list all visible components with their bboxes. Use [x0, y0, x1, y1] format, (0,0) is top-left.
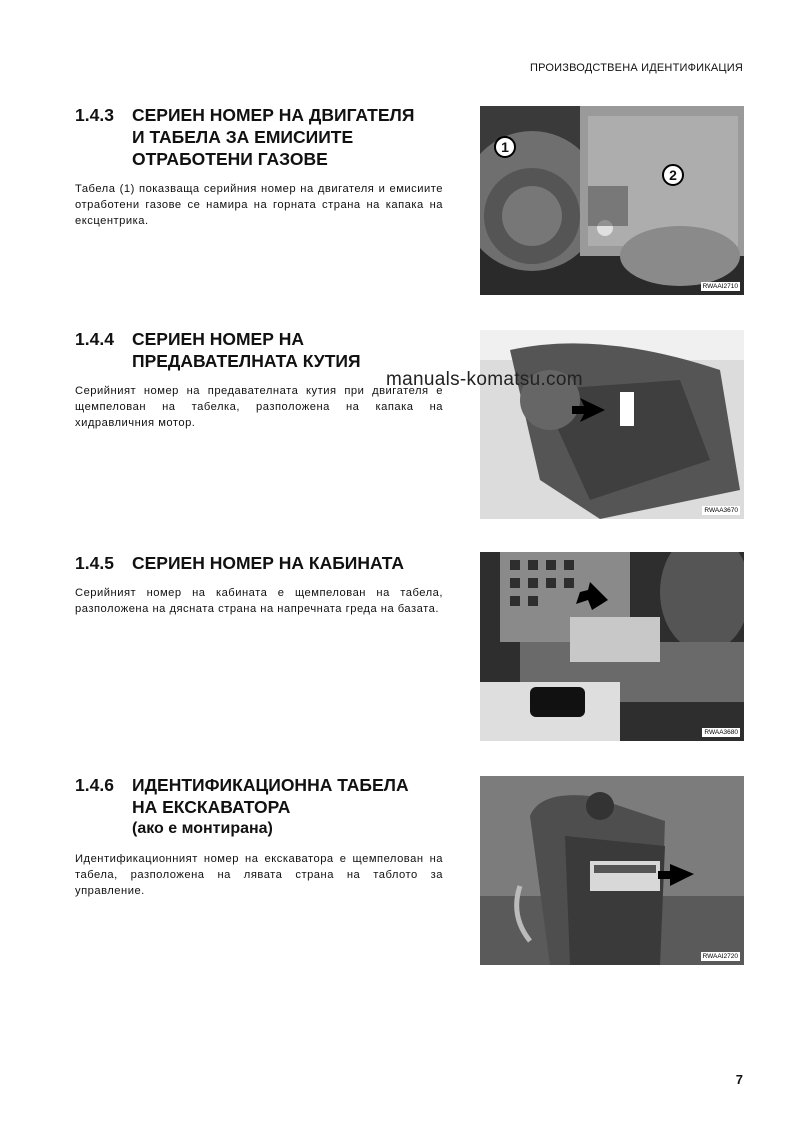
transmission-photo [480, 330, 744, 519]
image-code: RWAA3670 [704, 507, 738, 514]
engine-photo [480, 106, 744, 295]
section-title [75, 774, 443, 840]
title-line: ОТРАБОТЕНИ ГАЗОВЕ [132, 149, 328, 169]
image-code: RWAA3680 [704, 729, 738, 736]
section-body: Табела (1) показваща серийния номер на двигателя и емисиите отработени газове се намира на горната страна на капака на ексцентрика. [75, 183, 443, 227]
section-title [75, 104, 443, 170]
cabin-photo [480, 552, 744, 741]
section-body: Серийният номер на кабината е щемпелован на табела, разположена на дясната страна на напречната греда на базата. [75, 587, 443, 615]
section-excavator-plate [75, 774, 443, 899]
image-code: RWAAI2710 [702, 283, 738, 290]
watermark: manuals-komatsu.com [386, 369, 583, 390]
section-number: 1.4.5 [75, 553, 114, 573]
section-body: Идентификационният номер на екскаватора е щемпелован на табела, разположена на лявата страна на таблото за управление. [75, 853, 443, 897]
title-line: ИДЕНТИФИКАЦИОННА ТАБЕЛА [132, 775, 409, 795]
section-number: 1.4.3 [75, 105, 114, 125]
title-line: НА ЕКСКАВАТОРА [132, 797, 291, 817]
callout-2: 2 [662, 164, 684, 186]
section-number: 1.4.4 [75, 329, 114, 349]
section-engine-serial [75, 104, 443, 229]
section-cabin-serial [75, 552, 443, 617]
title-line: СЕРИЕН НОМЕР НА КАБИНАТА [132, 553, 405, 573]
callout-1: 1 [494, 136, 516, 158]
image-code: RWAAI2720 [702, 953, 738, 960]
title-line: ПРЕДАВАТЕЛНАТА КУТИЯ [132, 351, 361, 371]
title-line: И ТАБЕЛА ЗА ЕМИСИИТЕ [132, 127, 354, 147]
section-title [75, 328, 443, 372]
title-line: СЕРИЕН НОМЕР НА ДВИГАТЕЛЯ [132, 105, 415, 125]
section-body: Серийният номер на предавателната кутия при двигателя е щемпелован на табелка, разположена на капака на хидравличния мотор. [75, 385, 443, 429]
running-header: ПРОИЗВОДСТВЕНА ИДЕНТИФИКАЦИЯ [529, 62, 743, 74]
excavator-plate-photo [480, 776, 744, 965]
page-number: 7 [735, 1072, 743, 1087]
section-number: 1.4.6 [75, 775, 114, 795]
section-subtitle: (ако е монтирана) [132, 820, 273, 837]
title-line: СЕРИЕН НОМЕР НА [132, 329, 305, 349]
section-title [75, 552, 443, 574]
